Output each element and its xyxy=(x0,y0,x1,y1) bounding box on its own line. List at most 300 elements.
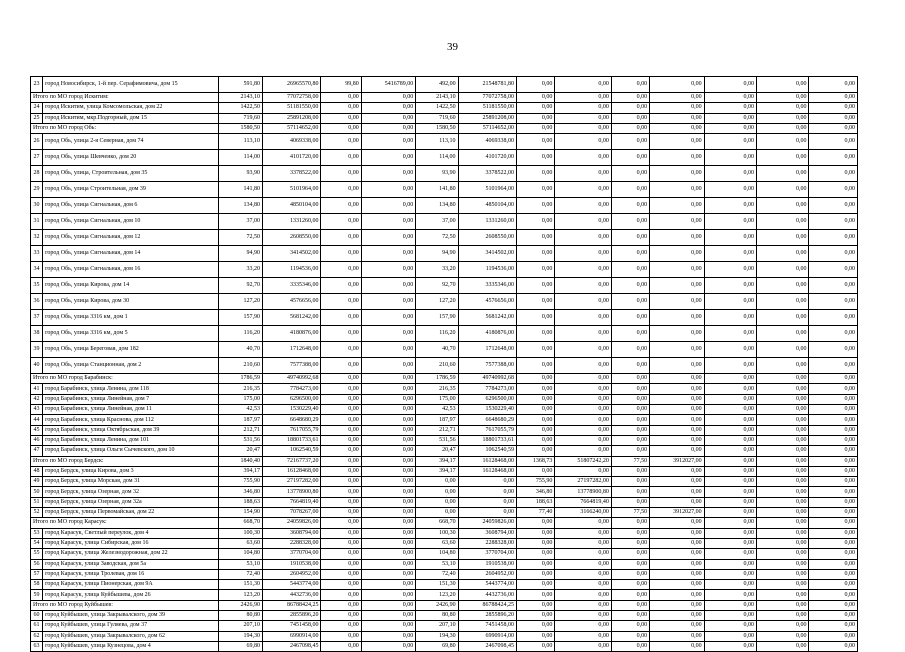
value-cell: 0,00 xyxy=(757,590,809,600)
value-cell: 0,00 xyxy=(757,477,809,487)
address-cell: город Карасук, Светлый переулок, дом 4 xyxy=(43,528,218,538)
value-cell: 0,00 xyxy=(361,477,415,487)
table-row xyxy=(31,113,858,123)
value-cell: 0,00 xyxy=(809,214,858,230)
table-row xyxy=(31,182,858,198)
value-cell: 0,00 xyxy=(321,150,361,166)
value-cell: 104,80 xyxy=(416,549,458,559)
value-cell: 0,00 xyxy=(704,621,756,631)
value-cell: 0,00 xyxy=(757,621,809,631)
value-cell: 531,56 xyxy=(416,435,458,445)
value-cell: 7577388,00 xyxy=(458,358,516,374)
value-cell: 80,80 xyxy=(416,611,458,621)
value-cell: 0,00 xyxy=(757,326,809,342)
value-cell: 134,80 xyxy=(218,198,262,214)
value-cell: 0,00 xyxy=(650,477,704,487)
value-cell: 0,00 xyxy=(361,549,415,559)
address-cell: город Карасук, улица Сибирская, дом 16 xyxy=(43,538,218,548)
address-cell: город Искитим, мкр.Подгорный, дом 15 xyxy=(43,113,218,123)
value-cell: 0,00 xyxy=(321,559,361,569)
table-row xyxy=(31,508,858,518)
table-row xyxy=(31,435,858,445)
value-cell: 69,80 xyxy=(218,641,262,651)
value-cell: 5416789,00 xyxy=(361,77,415,93)
value-cell: 0,00 xyxy=(704,374,756,384)
value-cell: 0,00 xyxy=(555,166,611,182)
value-cell: 0,00 xyxy=(757,198,809,214)
value-cell: 0,00 xyxy=(650,569,704,579)
value-cell: 77072758,00 xyxy=(262,93,320,103)
table-row xyxy=(31,425,858,435)
table-row xyxy=(31,358,858,374)
value-cell: 0,00 xyxy=(650,123,704,133)
value-cell: 40,70 xyxy=(218,342,262,358)
value-cell: 0,00 xyxy=(611,538,649,548)
address-cell: город Обь, улица Сигнальная, дом 12 xyxy=(43,230,218,246)
value-cell: 0,00 xyxy=(611,405,649,415)
row-number-cell: 61 xyxy=(31,621,43,631)
row-number-cell: 54 xyxy=(31,538,43,548)
value-cell: 100,30 xyxy=(416,528,458,538)
value-cell: 0,00 xyxy=(809,342,858,358)
value-cell: 0,00 xyxy=(611,342,649,358)
total-label-cell: Итого по МО город Бердск: xyxy=(31,456,219,466)
value-cell: 4069338,00 xyxy=(262,134,320,150)
value-cell: 0,00 xyxy=(809,631,858,641)
value-cell: 0,00 xyxy=(757,150,809,166)
value-cell: 0,00 xyxy=(704,641,756,651)
value-cell: 33,20 xyxy=(218,262,262,278)
value-cell: 394,17 xyxy=(416,456,458,466)
value-cell: 0,00 xyxy=(416,487,458,497)
value-cell: 3378522,00 xyxy=(262,166,320,182)
value-cell: 4101720,00 xyxy=(262,150,320,166)
value-cell: 0,00 xyxy=(757,77,809,93)
value-cell: 0,00 xyxy=(704,497,756,507)
value-cell: 0,00 xyxy=(361,611,415,621)
value-cell: 0,00 xyxy=(611,150,649,166)
value-cell: 2426,90 xyxy=(218,600,262,610)
value-cell: 719,60 xyxy=(416,113,458,123)
value-cell: 72,40 xyxy=(416,569,458,579)
value-cell: 113,10 xyxy=(218,134,262,150)
row-number-cell: 25 xyxy=(31,113,43,123)
table-row xyxy=(31,77,858,93)
value-cell: 188,63 xyxy=(218,497,262,507)
value-cell: 0,00 xyxy=(321,497,361,507)
value-cell: 0,00 xyxy=(321,600,361,610)
value-cell: 0,00 xyxy=(321,466,361,476)
value-cell: 0,00 xyxy=(458,477,516,487)
row-number-cell: 63 xyxy=(31,641,43,651)
value-cell: 0,00 xyxy=(809,477,858,487)
value-cell: 0,00 xyxy=(611,518,649,528)
value-cell: 0,00 xyxy=(517,358,555,374)
table-row xyxy=(31,198,858,214)
row-number-cell: 47 xyxy=(31,446,43,456)
value-cell: 4180876,00 xyxy=(458,326,516,342)
value-cell: 1712648,00 xyxy=(262,342,320,358)
value-cell: 0,00 xyxy=(757,384,809,394)
value-cell: 0,00 xyxy=(555,310,611,326)
value-cell: 1331260,00 xyxy=(262,214,320,230)
value-cell: 0,00 xyxy=(809,394,858,404)
value-cell: 0,00 xyxy=(517,611,555,621)
value-cell: 0,00 xyxy=(321,446,361,456)
value-cell: 194,30 xyxy=(416,631,458,641)
value-cell: 0,00 xyxy=(757,456,809,466)
value-cell: 0,00 xyxy=(704,278,756,294)
value-cell: 0,00 xyxy=(611,590,649,600)
value-cell: 0,00 xyxy=(361,405,415,415)
value-cell: 216,35 xyxy=(416,384,458,394)
value-cell: 0,00 xyxy=(517,326,555,342)
value-cell: 0,00 xyxy=(361,559,415,569)
value-cell: 531,56 xyxy=(218,435,262,445)
value-cell: 0,00 xyxy=(361,435,415,445)
table-row xyxy=(31,477,858,487)
value-cell: 0,00 xyxy=(809,415,858,425)
row-number-cell: 39 xyxy=(31,342,43,358)
table-row xyxy=(31,590,858,600)
row-number-cell: 35 xyxy=(31,278,43,294)
table-row xyxy=(31,394,858,404)
value-cell: 157,90 xyxy=(416,310,458,326)
value-cell: 0,00 xyxy=(809,466,858,476)
value-cell: 0,00 xyxy=(555,214,611,230)
value-cell: 0,00 xyxy=(555,278,611,294)
value-cell: 0,00 xyxy=(650,528,704,538)
value-cell: 0,00 xyxy=(650,590,704,600)
value-cell: 0,00 xyxy=(704,435,756,445)
value-cell: 0,00 xyxy=(361,394,415,404)
page-number: 39 xyxy=(447,41,458,53)
value-cell: 0,00 xyxy=(361,262,415,278)
value-cell: 0,00 xyxy=(809,384,858,394)
value-cell: 1368,73 xyxy=(517,456,555,466)
value-cell: 16128468,00 xyxy=(458,466,516,476)
value-cell: 187,97 xyxy=(416,415,458,425)
value-cell: 51807242,20 xyxy=(555,456,611,466)
value-cell: 0,00 xyxy=(809,435,858,445)
value-cell: 0,00 xyxy=(704,590,756,600)
value-cell: 0,00 xyxy=(809,600,858,610)
value-cell: 0,00 xyxy=(757,641,809,651)
value-cell: 212,71 xyxy=(416,425,458,435)
value-cell: 0,00 xyxy=(555,590,611,600)
address-cell: город Бердск, улица Кирова, дом 3 xyxy=(43,466,218,476)
value-cell: 13778900,80 xyxy=(262,487,320,497)
value-cell: 0,00 xyxy=(650,446,704,456)
value-cell: 0,00 xyxy=(517,518,555,528)
value-cell: 0,00 xyxy=(321,326,361,342)
value-cell: 0,00 xyxy=(611,134,649,150)
value-cell: 0,00 xyxy=(757,103,809,113)
address-cell: город Барабинск, улица Ленина, дом 118 xyxy=(43,384,218,394)
value-cell: 0,00 xyxy=(809,611,858,621)
value-cell: 0,00 xyxy=(555,621,611,631)
value-cell: 80,80 xyxy=(218,611,262,621)
value-cell: 0,00 xyxy=(517,600,555,610)
row-number-cell: 24 xyxy=(31,103,43,113)
value-cell: 0,00 xyxy=(650,358,704,374)
table-row xyxy=(31,103,858,113)
table-row xyxy=(31,294,858,310)
table-total-row xyxy=(31,518,858,528)
total-label-cell: Итого по МО город Карасук: xyxy=(31,518,219,528)
row-number-cell: 60 xyxy=(31,611,43,621)
value-cell: 0,00 xyxy=(361,246,415,262)
value-cell: 0,00 xyxy=(757,435,809,445)
value-cell: 7784273,00 xyxy=(262,384,320,394)
value-cell: 0,00 xyxy=(650,77,704,93)
value-cell: 0,00 xyxy=(321,641,361,651)
value-cell: 0,00 xyxy=(650,641,704,651)
value-cell: 0,00 xyxy=(361,631,415,641)
value-cell: 0,00 xyxy=(611,103,649,113)
value-cell: 3912027,00 xyxy=(650,456,704,466)
value-cell: 0,00 xyxy=(321,590,361,600)
value-cell: 4850104,00 xyxy=(262,198,320,214)
value-cell: 6990914,00 xyxy=(458,631,516,641)
value-cell: 72167737,20 xyxy=(262,456,320,466)
table-total-row xyxy=(31,93,858,103)
address-cell: город Бердск, улица Морская, дом 31 xyxy=(43,477,218,487)
value-cell: 0,00 xyxy=(650,518,704,528)
value-cell: 0,00 xyxy=(611,487,649,497)
value-cell: 0,00 xyxy=(321,405,361,415)
value-cell: 20,47 xyxy=(416,446,458,456)
value-cell: 0,00 xyxy=(704,487,756,497)
value-cell: 3414502,00 xyxy=(262,246,320,262)
table-total-row xyxy=(31,456,858,466)
value-cell: 0,00 xyxy=(757,342,809,358)
value-cell: 0,00 xyxy=(757,166,809,182)
address-cell: город Бердск, улица Озерная, дом 32 xyxy=(43,487,218,497)
value-cell: 7617055,79 xyxy=(262,425,320,435)
value-cell: 3335346,00 xyxy=(458,278,516,294)
value-cell: 0,00 xyxy=(809,446,858,456)
value-cell: 207,10 xyxy=(416,621,458,631)
table-row xyxy=(31,278,858,294)
value-cell: 0,00 xyxy=(650,384,704,394)
value-cell: 0,00 xyxy=(650,425,704,435)
value-cell: 0,00 xyxy=(321,580,361,590)
value-cell: 4180876,00 xyxy=(262,326,320,342)
value-cell: 0,00 xyxy=(517,641,555,651)
value-cell: 18801733,61 xyxy=(262,435,320,445)
value-cell: 0,00 xyxy=(321,310,361,326)
value-cell: 0,00 xyxy=(517,278,555,294)
value-cell: 0,00 xyxy=(555,641,611,651)
value-cell: 0,00 xyxy=(704,342,756,358)
value-cell: 25891208,00 xyxy=(458,113,516,123)
value-cell: 0,00 xyxy=(650,405,704,415)
value-cell: 0,00 xyxy=(809,246,858,262)
value-cell: 0,00 xyxy=(361,528,415,538)
value-cell: 0,00 xyxy=(809,103,858,113)
value-cell: 0,00 xyxy=(757,113,809,123)
value-cell: 0,00 xyxy=(650,611,704,621)
value-cell: 0,00 xyxy=(650,538,704,548)
value-cell: 3912027,00 xyxy=(650,508,704,518)
value-cell: 0,00 xyxy=(361,415,415,425)
value-cell: 0,00 xyxy=(809,166,858,182)
value-cell: 5443774,00 xyxy=(458,580,516,590)
value-cell: 2143,10 xyxy=(218,93,262,103)
value-cell: 0,00 xyxy=(611,358,649,374)
table-row xyxy=(31,150,858,166)
value-cell: 57114652,00 xyxy=(262,123,320,133)
value-cell: 0,00 xyxy=(757,528,809,538)
value-cell: 49740992,68 xyxy=(262,374,320,384)
value-cell: 0,00 xyxy=(809,294,858,310)
value-cell: 394,17 xyxy=(218,466,262,476)
value-cell: 0,00 xyxy=(321,93,361,103)
value-cell: 0,00 xyxy=(517,123,555,133)
address-cell: город Обь, улица Сигнальная, дом 6 xyxy=(43,198,218,214)
total-label-cell: Итого по МО город Барабинск: xyxy=(31,374,219,384)
value-cell: 0,00 xyxy=(611,641,649,651)
value-cell: 0,00 xyxy=(809,310,858,326)
value-cell: 2288328,00 xyxy=(458,538,516,548)
address-cell: город Обь, улица Береговая, дом 182 xyxy=(43,342,218,358)
row-number-cell: 43 xyxy=(31,405,43,415)
value-cell: 0,00 xyxy=(757,611,809,621)
value-cell: 24059826,00 xyxy=(262,518,320,528)
value-cell: 4101720,00 xyxy=(458,150,516,166)
building-table xyxy=(30,76,858,652)
value-cell: 40,70 xyxy=(416,342,458,358)
value-cell: 0,00 xyxy=(555,342,611,358)
value-cell: 0,00 xyxy=(361,641,415,651)
row-number-cell: 40 xyxy=(31,358,43,374)
value-cell: 0,00 xyxy=(361,113,415,123)
value-cell: 0,00 xyxy=(704,123,756,133)
value-cell: 7451458,00 xyxy=(262,621,320,631)
value-cell: 0,00 xyxy=(555,580,611,590)
value-cell: 0,00 xyxy=(321,113,361,123)
value-cell: 1580,50 xyxy=(416,123,458,133)
value-cell: 0,00 xyxy=(321,538,361,548)
value-cell: 755,90 xyxy=(218,477,262,487)
row-number-cell: 55 xyxy=(31,549,43,559)
table-row xyxy=(31,621,858,631)
address-cell: город Куйбышев, улица Закрывалского, дом 39 xyxy=(43,611,218,621)
value-cell: 3770704,00 xyxy=(262,549,320,559)
value-cell: 1712648,00 xyxy=(458,342,516,358)
row-number-cell: 49 xyxy=(31,477,43,487)
row-number-cell: 62 xyxy=(31,631,43,641)
total-label-cell: Итого по МО город Обь: xyxy=(31,123,219,133)
value-cell: 0,00 xyxy=(517,182,555,198)
value-cell: 0,00 xyxy=(555,262,611,278)
value-cell: 0,00 xyxy=(517,394,555,404)
value-cell: 0,00 xyxy=(555,559,611,569)
value-cell: 0,00 xyxy=(555,326,611,342)
value-cell: 0,00 xyxy=(321,246,361,262)
value-cell: 0,00 xyxy=(321,374,361,384)
value-cell: 210,60 xyxy=(416,358,458,374)
value-cell: 25891208,00 xyxy=(262,113,320,123)
value-cell: 0,00 xyxy=(611,113,649,123)
value-cell: 0,00 xyxy=(361,294,415,310)
value-cell: 0,00 xyxy=(809,182,858,198)
value-cell: 0,00 xyxy=(517,446,555,456)
value-cell: 668,70 xyxy=(218,518,262,528)
row-number-cell: 56 xyxy=(31,559,43,569)
address-cell: город Обь, улица Кирова, дом 30 xyxy=(43,294,218,310)
value-cell: 0,00 xyxy=(361,466,415,476)
table-row xyxy=(31,415,858,425)
row-number-cell: 29 xyxy=(31,182,43,198)
address-cell: город Обь, улица Сигнальная, дом 16 xyxy=(43,262,218,278)
value-cell: 94,90 xyxy=(416,246,458,262)
row-number-cell: 48 xyxy=(31,466,43,476)
value-cell: 0,00 xyxy=(704,93,756,103)
value-cell: 53,10 xyxy=(218,559,262,569)
row-number-cell: 31 xyxy=(31,214,43,230)
value-cell: 0,00 xyxy=(555,198,611,214)
value-cell: 0,00 xyxy=(416,497,458,507)
value-cell: 0,00 xyxy=(757,310,809,326)
value-cell: 0,00 xyxy=(361,166,415,182)
value-cell: 0,00 xyxy=(361,569,415,579)
value-cell: 0,00 xyxy=(321,549,361,559)
value-cell: 0,00 xyxy=(321,528,361,538)
value-cell: 0,00 xyxy=(555,384,611,394)
value-cell: 0,00 xyxy=(757,294,809,310)
value-cell: 72,40 xyxy=(218,569,262,579)
value-cell: 0,00 xyxy=(704,326,756,342)
value-cell: 394,17 xyxy=(416,466,458,476)
value-cell: 0,00 xyxy=(757,93,809,103)
value-cell: 1331260,00 xyxy=(458,214,516,230)
row-number-cell: 34 xyxy=(31,262,43,278)
value-cell: 0,00 xyxy=(650,394,704,404)
value-cell: 755,90 xyxy=(517,477,555,487)
value-cell: 0,00 xyxy=(517,528,555,538)
table-row xyxy=(31,549,858,559)
value-cell: 4576656,00 xyxy=(262,294,320,310)
value-cell: 0,00 xyxy=(757,405,809,415)
value-cell: 0,00 xyxy=(650,294,704,310)
value-cell: 0,00 xyxy=(321,508,361,518)
value-cell: 0,00 xyxy=(321,134,361,150)
value-cell: 5681242,00 xyxy=(262,310,320,326)
row-number-cell: 38 xyxy=(31,326,43,342)
address-cell: город Обь, улица 2-я Северная, дом 74 xyxy=(43,134,218,150)
value-cell: 0,00 xyxy=(611,294,649,310)
value-cell: 0,00 xyxy=(361,446,415,456)
value-cell: 0,00 xyxy=(611,549,649,559)
value-cell: 0,00 xyxy=(757,559,809,569)
value-cell: 0,00 xyxy=(650,466,704,476)
row-number-cell: 32 xyxy=(31,230,43,246)
value-cell: 0,00 xyxy=(611,278,649,294)
value-cell: 2604952,00 xyxy=(262,569,320,579)
value-cell: 0,00 xyxy=(517,230,555,246)
value-cell: 0,00 xyxy=(555,446,611,456)
value-cell: 157,90 xyxy=(218,310,262,326)
value-cell: 0,00 xyxy=(809,456,858,466)
value-cell: 0,00 xyxy=(361,456,415,466)
value-cell: 7078267,00 xyxy=(262,508,320,518)
value-cell: 18801733,61 xyxy=(458,435,516,445)
value-cell: 2608550,00 xyxy=(262,230,320,246)
value-cell: 0,00 xyxy=(809,374,858,384)
value-cell: 0,00 xyxy=(321,358,361,374)
